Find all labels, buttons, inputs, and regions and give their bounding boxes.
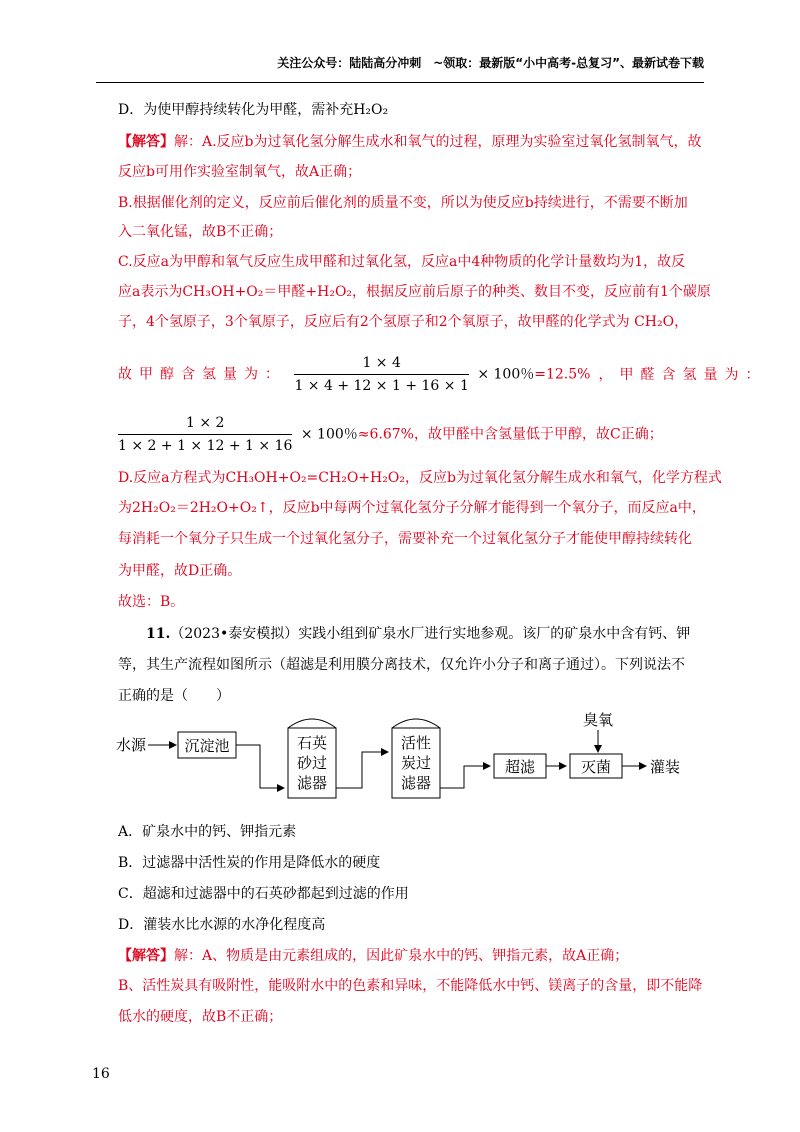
header-rule [96,82,704,83]
arrow-settle [236,745,284,788]
label-carbon-2: 炭过 [400,754,432,772]
answer-c-line-3: 子，4个氢原子，3个氧原子，反应后有2个氢原子和2个氧原子，故甲醛的化学式为 CH₂O， [118,314,689,330]
option-c: C．超滤和过滤器中的石英砂都起到过滤的作用 [118,886,409,902]
formula-1-tail: ，甲醛含氢量为： [598,366,767,383]
quartz-filter-dome [288,719,336,728]
answer-c-line-2: 应a表示为CH₃OH+O₂＝甲醛+H₂O₂，根据反应前后原子的种类、数目不变，反应前有1个碳原 [118,284,711,300]
answer-2-line-2: B、活性炭具有吸附性，能吸附水中的色素和异味，不能降低水中钙、镁离子的含量，即不能降 [118,978,703,994]
carbon-filter-dome [392,719,440,728]
option-b: B．过滤器中活性炭的作用是降低水的硬度 [118,855,381,871]
label-quartz-2: 砂过 [296,754,328,772]
option-d: D．灌装水比水源的水净化程度高 [118,917,326,933]
formula-2-result: ≈6.67%，故甲醛中含氢量低于甲醇，故C正确； [357,426,663,443]
question-11-stem: （2023•泰安模拟）实践小组到矿泉水厂进行实地参观。该厂的矿泉水中含有钙、钾 [170,626,691,642]
answer-d-line-4: 为甲醛，故D正确。 [118,563,242,579]
answer-1-line-1 [118,133,702,151]
answer-b-line-2: 入二氧化锰，故B不正确； [118,224,283,240]
answer-2-line-1 [118,947,628,965]
label-bottling: 灌装 [650,758,681,776]
formula-1-percent: × 100％ [477,366,535,383]
label-ultrafiltration: 超滤 [504,758,536,776]
fraction-formaldehyde [118,414,292,455]
answer-d-line-1: D.反应a方程式为CH₃OH+O₂=CH₂O+H₂O₂，反应b为过氧化氢分解生成水和氧气，化学方程式 [118,470,722,486]
fraction-2-numerator: 1 × 2 [118,414,292,435]
fraction-methanol [294,354,468,395]
answer-tag: 【解答】 [118,134,174,150]
label-water-source: 水源 [116,736,147,754]
flow-diagram [112,700,702,810]
question-11-line-2: 等，其生产流程如图所示（超滤是利用膜分离技术，仅允许小分子和离子通过）。下列说法不 [118,657,685,673]
answer-1-line-2: 反应b可用作实验室制氧气，故A正确； [118,164,362,180]
formula-2-percent: × 100％ [300,426,358,443]
answer-1-text: 解：A.反应b为过氧化氢分解生成水和氧气的过程，原理为实验室过氧化氢制氧气，故 [174,134,702,150]
formula-1-result: =12.5% [534,366,591,383]
question-11-line-1 [146,625,690,643]
fraction-1-numerator: 1 × 4 [294,354,468,375]
label-carbon-3: 滤器 [400,774,432,792]
option-d-prev: D．为使甲醇持续转化为甲醛，需补充H₂O₂ [118,102,389,118]
answer-b-line-1: B.根据催化剂的定义，反应前后催化剂的质量不变，所以为使反应b持续进行，不需要不断加 [118,195,688,211]
fraction-1-denominator: 1 × 4 + 12 × 1 + 16 × 1 [294,378,469,394]
question-11-line-3: 正确的是（ ） [118,688,230,704]
formula-line-1 [118,354,766,395]
arrow-quartz [336,752,388,788]
label-quartz-3: 滤器 [296,774,328,792]
answer-2-line-3: 低水的硬度，故B不正确； [118,1009,283,1025]
label-carbon-1: 活性 [400,734,432,752]
answer-2-tag: 【解答】 [118,948,174,964]
arrow-carbon [440,766,490,788]
answer-d-line-2: 为2H₂O₂＝2H₂O+O₂↑，反应b中每两个过氧化氢分子分解才能得到一个氧分子，而反应a中， [118,500,706,516]
label-ozone: 臭氧 [582,711,614,729]
answer-2-text: 解：A、物质是由元素组成的，因此矿泉水中的钙、钾指元素，故A正确； [174,948,629,964]
answer-d-line-3: 每消耗一个氧分子只生成一个过氧化氢分子，需要补充一个过氧化氢分子才能使甲醇持续转化 [118,531,692,547]
answer-c-line-1: C.反应a为甲醇和氧气反应生成甲醛和过氧化氢，反应a中4种物质的化学计量数均为1，故反 [118,254,686,270]
choice-line: 故选：B。 [118,594,185,610]
question-number: 11. [146,626,171,642]
option-a: A．矿泉水中的钙、钾指元素 [118,824,297,840]
formula-line-2 [118,414,663,455]
label-quartz-1: 石英 [296,734,328,752]
label-sterilize: 灭菌 [580,758,612,776]
label-settling-tank: 沉淀池 [184,737,230,755]
fraction-2-denominator: 1 × 2 + 1 × 12 + 1 × 16 [118,438,293,454]
formula-1-prefix: 故甲醇含氢量为： [118,366,286,383]
page-number: 16 [92,1066,110,1082]
page-header: 关注公众号：陆陆高分冲刺 ~领取：最新版“小中高考-总复习”、最新试卷下载 [277,56,704,70]
